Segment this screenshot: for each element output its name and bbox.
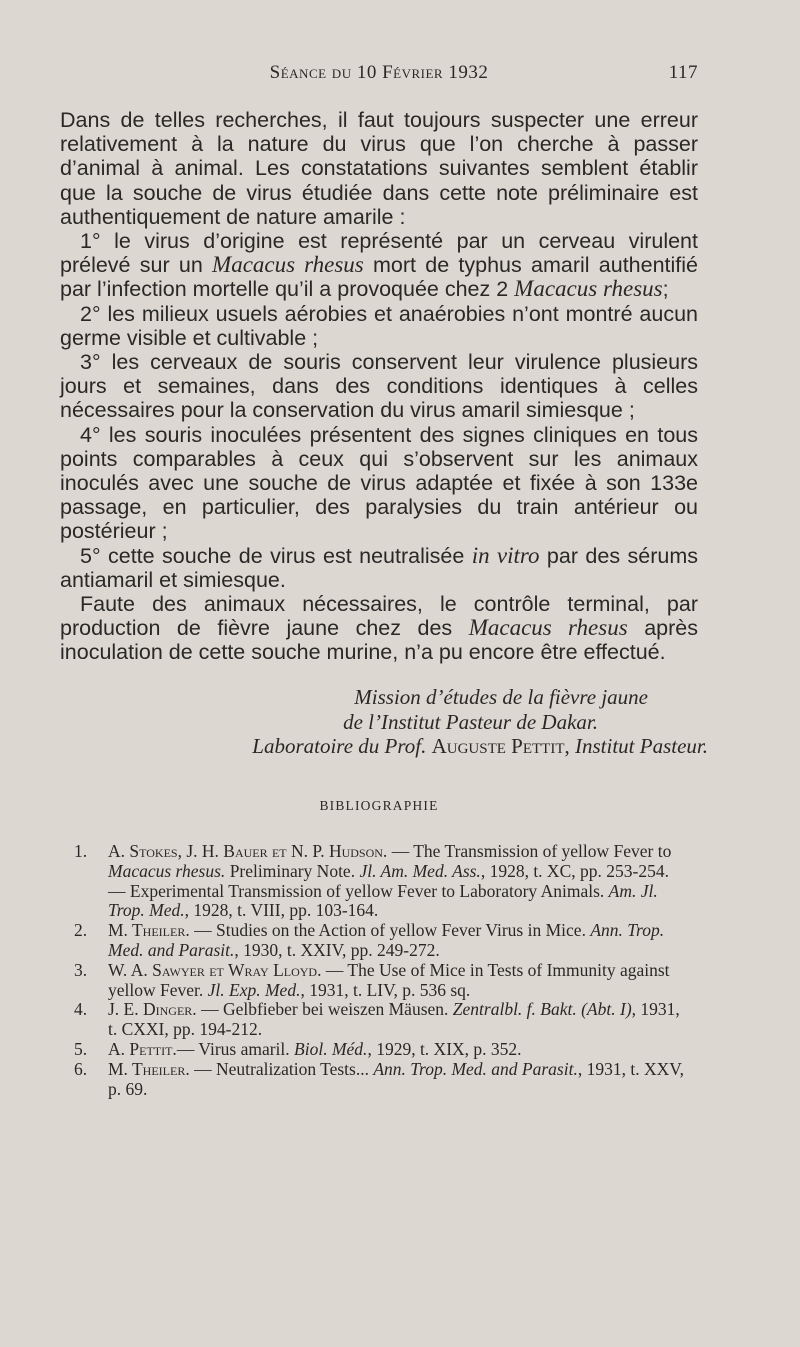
ref-text: , 1928, t. VIII, pp. 103-164. — [184, 900, 379, 921]
bibliography-list — [40, 842, 685, 1099]
ref-number: 1. — [74, 841, 88, 861]
ref-text: — The Transmission of yellow Fever to — [387, 841, 672, 861]
bibliography-entry — [40, 1000, 685, 1040]
in-vitro: in vitro — [471, 542, 540, 568]
item-1-end: ; — [662, 277, 669, 302]
bibliography-entry — [40, 921, 685, 961]
bibliography-entry — [40, 961, 685, 1001]
ref-text: , 1931, t. LIV, p. 536 sq. — [300, 979, 471, 1000]
bibliography-entry — [40, 1040, 685, 1060]
ref-text: — Virus amaril. — [176, 1038, 295, 1059]
ref-authors: M. Theiler. — [108, 1058, 190, 1079]
ref-authors: J. E. Dinger. — [108, 999, 197, 1020]
ref-italic: Ann. Trop. Med. and Parasit. — [108, 920, 665, 960]
bibliography-heading: BIBLIOGRAPHIE — [319, 798, 439, 813]
signature-line-3 — [60, 734, 708, 759]
ref-number: 5. — [74, 1038, 88, 1059]
conclusion-start: Faute des animaux nécessaires, le contrôle terminal, par production de fièvre jaune chez des — [60, 592, 698, 641]
running-head — [60, 62, 698, 92]
signature-block — [60, 685, 708, 759]
item-1-start: 1° le virus d’origine est représenté par un cerveau virulent prélevé sur un — [60, 229, 698, 278]
bibliography-entry — [40, 882, 685, 922]
paragraph-item-2: 2° les milieux usuels aérobies et anaérobies n’ont montré aucun germe visible et cultivable ; — [60, 301, 698, 350]
paragraph-item-1 — [60, 229, 698, 302]
signature-author: Auguste Pettit, — [431, 734, 570, 758]
signature-institute: Institut Pasteur. — [574, 734, 708, 758]
species-name: Macacus rhesus — [212, 252, 364, 278]
ref-italic: Am. Jl. Trop. Med. — [108, 880, 658, 921]
body-text — [60, 108, 698, 665]
page-number: 117 — [668, 62, 698, 83]
ref-text: , 1931, t. XXV, p. 69. — [108, 1058, 684, 1099]
paragraph-item-3: 3° les cerveaux de souris conservent leur virulence plusieurs jours et semaines, dans des conditions identiques à celles nécessaires pour la conservation du virus amaril simiesque ; — [60, 350, 698, 423]
ref-authors: W. A. Sawyer et Wray Lloyd. — [108, 959, 322, 980]
paragraph-item-4: 4° les souris inoculées présentent des signes cliniques en tous points comparables à ceux qui s’observent sur les animaux inoculés avec une souche de virus adaptée et fixée à son 133e passage, en particulier, des paralysies du train antérieur ou postérieur ; — [60, 422, 698, 544]
ref-number: 4. — [74, 999, 88, 1020]
signature-lab: Laboratoire du Prof. — [252, 734, 427, 758]
signature-line-1: Mission d’études de la fièvre jaune — [354, 685, 648, 709]
ref-text: Preliminary Note. — [225, 860, 360, 881]
ref-number: 2. — [74, 920, 88, 941]
ref-text: , 1930, t. XXIV, pp. 249-272. — [234, 939, 440, 960]
ref-italic: Ann. Trop. Med. and Parasit. — [373, 1058, 578, 1079]
signature-line-2: de l’Institut Pasteur de Dakar. — [343, 709, 598, 734]
bibliography-entry — [40, 1060, 685, 1100]
ref-italic: Jl. Exp. Med. — [207, 979, 301, 1000]
conclusion-end: après inoculation de cette souche murine, n’a pu encore être effectué. — [60, 616, 698, 665]
ref-italic: Jl. Am. Med. Ass. — [359, 860, 481, 881]
ref-text: , 1931, t. CXXI, pp. 194-212. — [108, 999, 680, 1040]
ref-italic: Zentralbl. f. Bakt. (Abt. I) — [452, 999, 632, 1020]
species-name: Macacus rhesus — [514, 276, 663, 302]
ref-text: — The Use of Mice in Tests of Immunity against yellow Fever. — [108, 959, 670, 1000]
ref-text: , 1929, t. XIX, p. 352. — [367, 1038, 522, 1059]
item-5-end: par des sérums antiamaril et simiesque. — [60, 543, 699, 592]
running-head-title: Séance du 10 Février 1932 — [269, 62, 489, 83]
ref-authors: M. Theiler. — [108, 920, 190, 941]
ref-text: , 1928, t. XC, pp. 253-254. — [480, 860, 669, 881]
ref-text: — Neutralization Tests... — [189, 1058, 374, 1079]
ref-number: 3. — [74, 959, 88, 980]
item-5-start: 5° cette souche de virus est neutralisée — [80, 543, 465, 568]
ref-number: 6. — [74, 1058, 88, 1079]
paragraph-conclusion — [60, 592, 698, 665]
item-1-mid: mort de typhus amaril authentifié par l’infection mortelle qu’il a provoquée chez 2 — [60, 253, 698, 302]
paragraph-item-5 — [60, 544, 698, 592]
ref-authors: A. Stokes, J. H. Bauer et N. P. Hudson. — [108, 841, 388, 861]
bibliography-entry — [40, 842, 685, 882]
species-name: Macacus rhesus — [468, 615, 628, 641]
paragraph-intro: Dans de telles recherches, il faut toujours suspecter une erreur relativement à la nature du virus que l’on cherche à passer d’animal à animal. Les constatations suivantes semblent établir que la souche de virus étudiée dans cette note préliminaire est authentiquement de nature amarile : — [60, 108, 698, 229]
ref-italic: Biol. Méd. — [294, 1038, 368, 1059]
ref-authors: A. Pettit. — [108, 1038, 177, 1059]
ref-text: — Studies on the Action of yellow Fever Virus in Mice. — [189, 920, 591, 941]
ref-text: — Experimental Transmission of yellow Fever to Laboratory Animals. — [108, 880, 609, 901]
ref-italic: Macacus rhesus. — [108, 860, 226, 881]
ref-text: — Gelbfieber bei weiszen Mäusen. — [196, 999, 453, 1020]
